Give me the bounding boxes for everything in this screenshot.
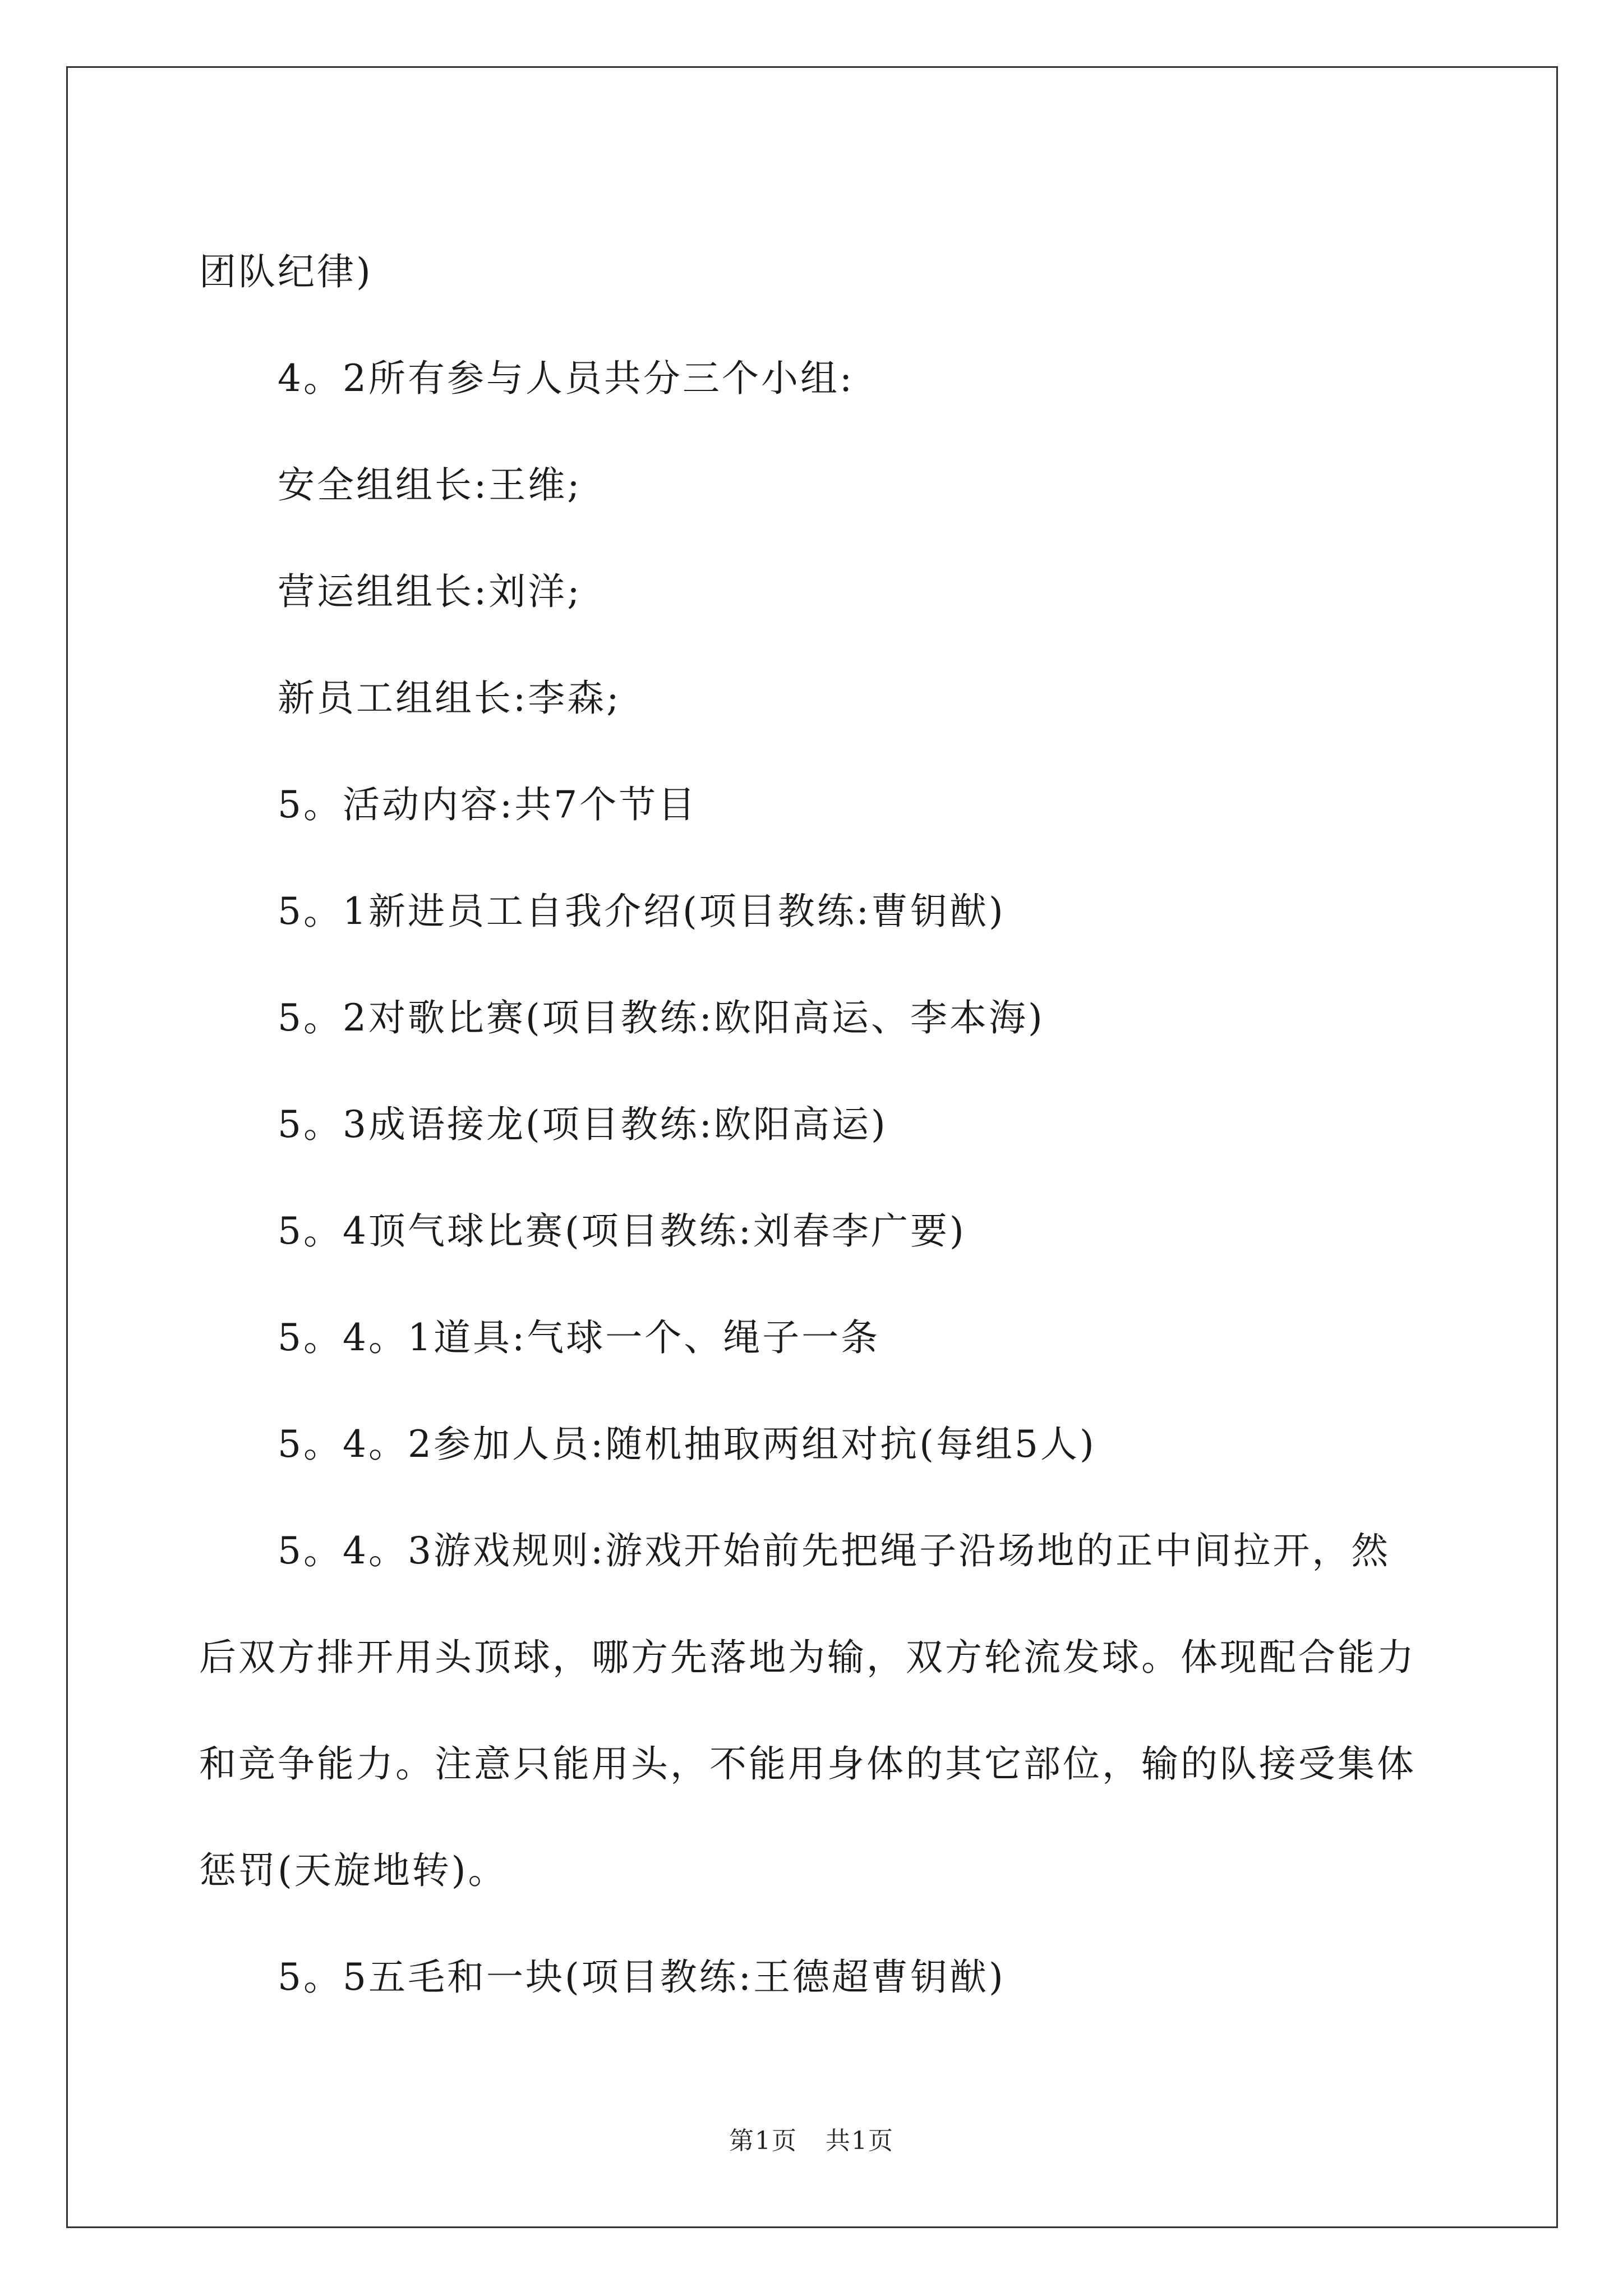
page-total: 共1页: [826, 2127, 894, 2155]
paragraph-9: 5。4顶气球比赛(项目教练:刘春李广要): [278, 1209, 966, 1253]
paragraph-12: 5。4。3游戏规则:游戏开始前先把绳子沿场地的正中间拉开，然后双方排开用头顶球，哪方先落地为输，双方轮流发球。体现配合能力和竞争能力。注意只能用头，不能用身体的其它部位，输的队接受集体惩罚(天旋地转)。: [199, 1529, 1416, 1892]
paragraph-0: 团队纪律): [199, 250, 373, 293]
page-number: 第1页: [729, 2127, 797, 2155]
paragraph-11: 5。4。2参加人员:随机抽取两组对抗(每组5人): [278, 1423, 1096, 1466]
paragraph-6: 5。1新进员工自我介绍(项目教练:曹钥猷): [278, 890, 1006, 933]
paragraph-4: 新员工组组长:李森;: [278, 677, 621, 720]
paragraph-8: 5。3成语接龙(项目教练:欧阳高运): [278, 1103, 888, 1146]
page-footer: [0, 2120, 1623, 2156]
paragraph-5: 5。活动内容:共7个节目: [278, 783, 698, 826]
paragraph-2: 安全组组长:王维;: [278, 463, 582, 507]
paragraph-10: 5。4。1道具:气球一个、绳子一条: [278, 1316, 880, 1359]
paragraph-7: 5。2对歌比赛(项目教练:欧阳高运、李本海): [278, 996, 1045, 1039]
paragraph-1: 4。2所有参与人员共分三个小组:: [278, 357, 855, 400]
paragraph-3: 营运组组长:刘洋;: [278, 570, 582, 613]
paragraph-13: 5。5五毛和一块(项目教练:王德超曹钥猷): [278, 1955, 1006, 1999]
document-body: [199, 219, 1427, 2031]
